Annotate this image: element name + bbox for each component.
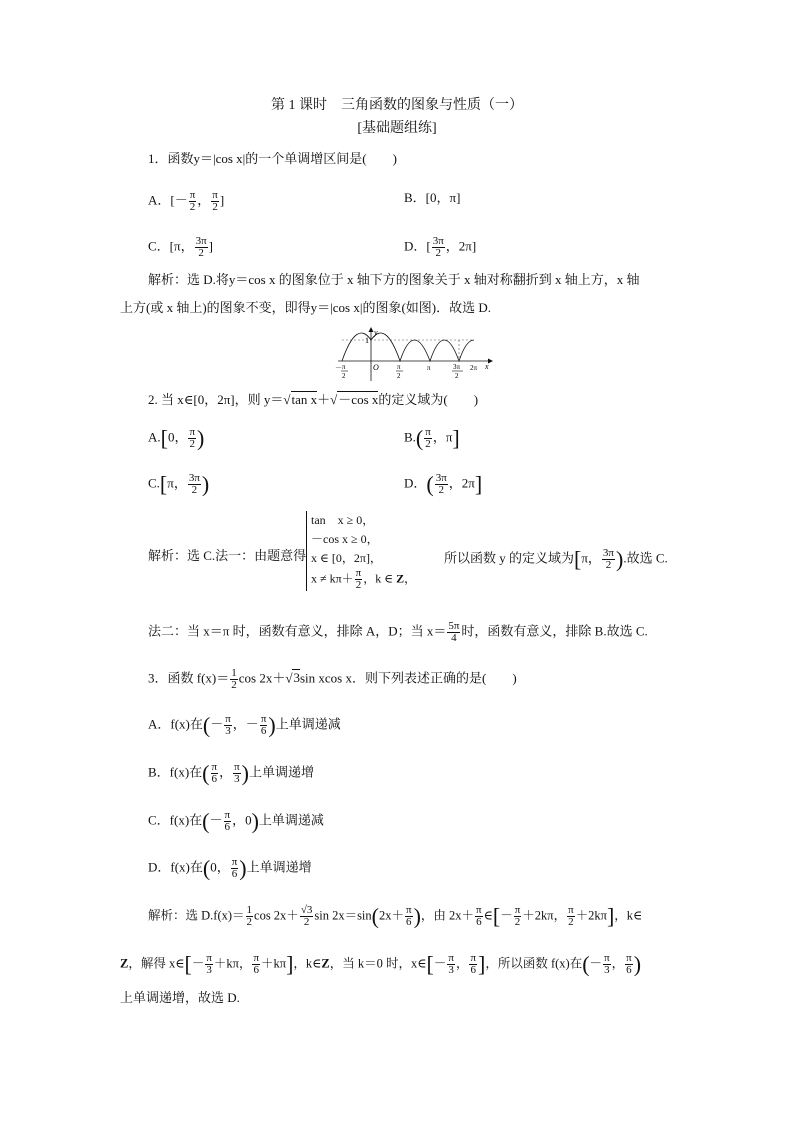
q3-analysis-line3: 上单调递增，故选 D.	[120, 990, 240, 1005]
q2-analysis-pre: 解析：选 C.法一：由题意得	[148, 548, 307, 563]
q1-analysis-line2: 上方(或 x 轴上)的图象不变，即得y＝|cos x|的图象(如图)．故选 D.	[120, 300, 491, 315]
system-line-2: －cos x ≥ 0，	[311, 532, 379, 546]
q1-analysis-line1: 解析：选 D.将y＝cos x 的图象位于 x 轴下方的图象关于 x 轴对称翻折到 x 轴上方，x 轴	[148, 272, 640, 287]
q2-method2: 法二：当 x＝π 时，函数有意义，排除 A，D；当 x＝ $\frac{5\pi}{4}$ 时，函数有意义，排除 B.故选 C.	[148, 620, 648, 644]
q1-stem: 1．函数y＝|cos x|的一个单调增区间是( )	[148, 151, 397, 166]
tick-2pi: 2π	[470, 364, 478, 372]
q2-stem: 2. 当 x∈[0，2π]，则 y＝√tan x＋√－cos x的定义域为( )	[148, 392, 479, 407]
one-label: 1	[365, 336, 369, 345]
tick-half-num: π	[397, 363, 401, 371]
system-line-3: x ∈ [0，2π]，	[311, 551, 382, 565]
system-line-1: tan x ≥ 0，	[311, 513, 375, 527]
q2-option-b: B.( $\frac{\pi}{2}$ ，π]	[404, 425, 460, 451]
q2-option-d: D．( $\frac{3\pi}{2}$ ，2π]	[404, 471, 483, 497]
q1-option-c: C．[π， $\frac{3\pi}{2}$ ]	[148, 235, 213, 259]
tick-3half-den: 2	[455, 372, 459, 380]
tick-neg-num: π	[342, 363, 346, 371]
q2-option-a: A.[0， $\frac{\pi}{2}$ )	[148, 425, 205, 451]
q3-stem: 3．函数 f(x)＝ $\frac{1}{2}$ cos 2x＋√3sin xcos x．则下列表述正确的是( )	[148, 667, 517, 691]
y-axis-arrow	[369, 327, 374, 332]
origin-label: O	[373, 363, 379, 372]
abs-cos-graph	[334, 326, 494, 384]
section-subtitle: [基础题组练]	[357, 121, 437, 136]
q3-analysis-line1: 解析：选 D.f(x)＝ $\frac{1}{2}$ cos 2x＋ $\frac{√3}{2}$ sin 2x＝sin(2x＋ $\frac{\pi}{6}$ )，由 2x＋ $\frac{\pi}{6}$ ∈[－ $\frac{\pi}{2}$ ＋2kπ， $\frac{\pi}{2}$ ＋2kπ]，k∈	[148, 903, 643, 929]
q3-option-d: D．f(x)在(0， $\frac{\pi}{6}$ )上单调递增	[148, 855, 312, 881]
q2-option-c: C.[π， $\frac{3\pi}{2}$ )	[148, 471, 210, 497]
system-line-4: x ≠ kπ＋ $\frac{\pi}{2}$ ，k ∈ Z，	[311, 567, 417, 591]
q1-option-d: D．[ $\frac{3\pi}{2}$ ，2π]	[404, 235, 477, 259]
abs-cos-curve	[342, 333, 474, 361]
tick-3half-num: 3π	[453, 363, 461, 371]
q3-option-a: A．f(x)在(－ $\frac{\pi}{3}$ ，－ $\frac{\pi}{6}$ )上单调递减	[148, 712, 341, 738]
q3-option-c: C．f(x)在(－ $\frac{\pi}{6}$ ，0)上单调递减	[148, 808, 324, 834]
q3-option-b: B．f(x)在( $\frac{\pi}{6}$ ， $\frac{\pi}{3}$ )上单调递增	[148, 760, 314, 786]
x-axis-arrow	[488, 359, 493, 364]
q1-option-b: B．[0，π]	[404, 190, 461, 205]
q1-option-a: A．[－ $\frac{\pi}{2}$ ， $\frac{\pi}{2}$ ]	[148, 189, 225, 213]
x-axis-label: x	[485, 362, 489, 371]
q2-analysis-result: 所以函数 y 的定义域为[π， $\frac{3\pi}{2}$ ).故选 C.	[444, 546, 668, 572]
q3-analysis-line2: Z，解得 x∈[－ $\frac{\pi}{3}$ ＋kπ， $\frac{\pi}{6}$ ＋kπ]，k∈Z，当 k＝0 时，x∈[－ $\frac{\pi}{3}$ ， $\frac{\pi}{6}$ ]，所以函数 f(x)在(－ $\frac{\pi}{3}$ ， $\frac{\pi}{6}$ )	[120, 951, 642, 977]
page-title: 第 1 课时 三角函数的图象与性质（一）	[271, 98, 523, 113]
tick-neg-den: 2	[342, 372, 346, 380]
q2-condition-system	[306, 511, 416, 591]
y-axis-label: y	[374, 328, 378, 337]
tick-neg-sign: －	[335, 364, 342, 372]
tick-pi: π	[427, 364, 431, 372]
tick-half-den: 2	[397, 372, 401, 380]
